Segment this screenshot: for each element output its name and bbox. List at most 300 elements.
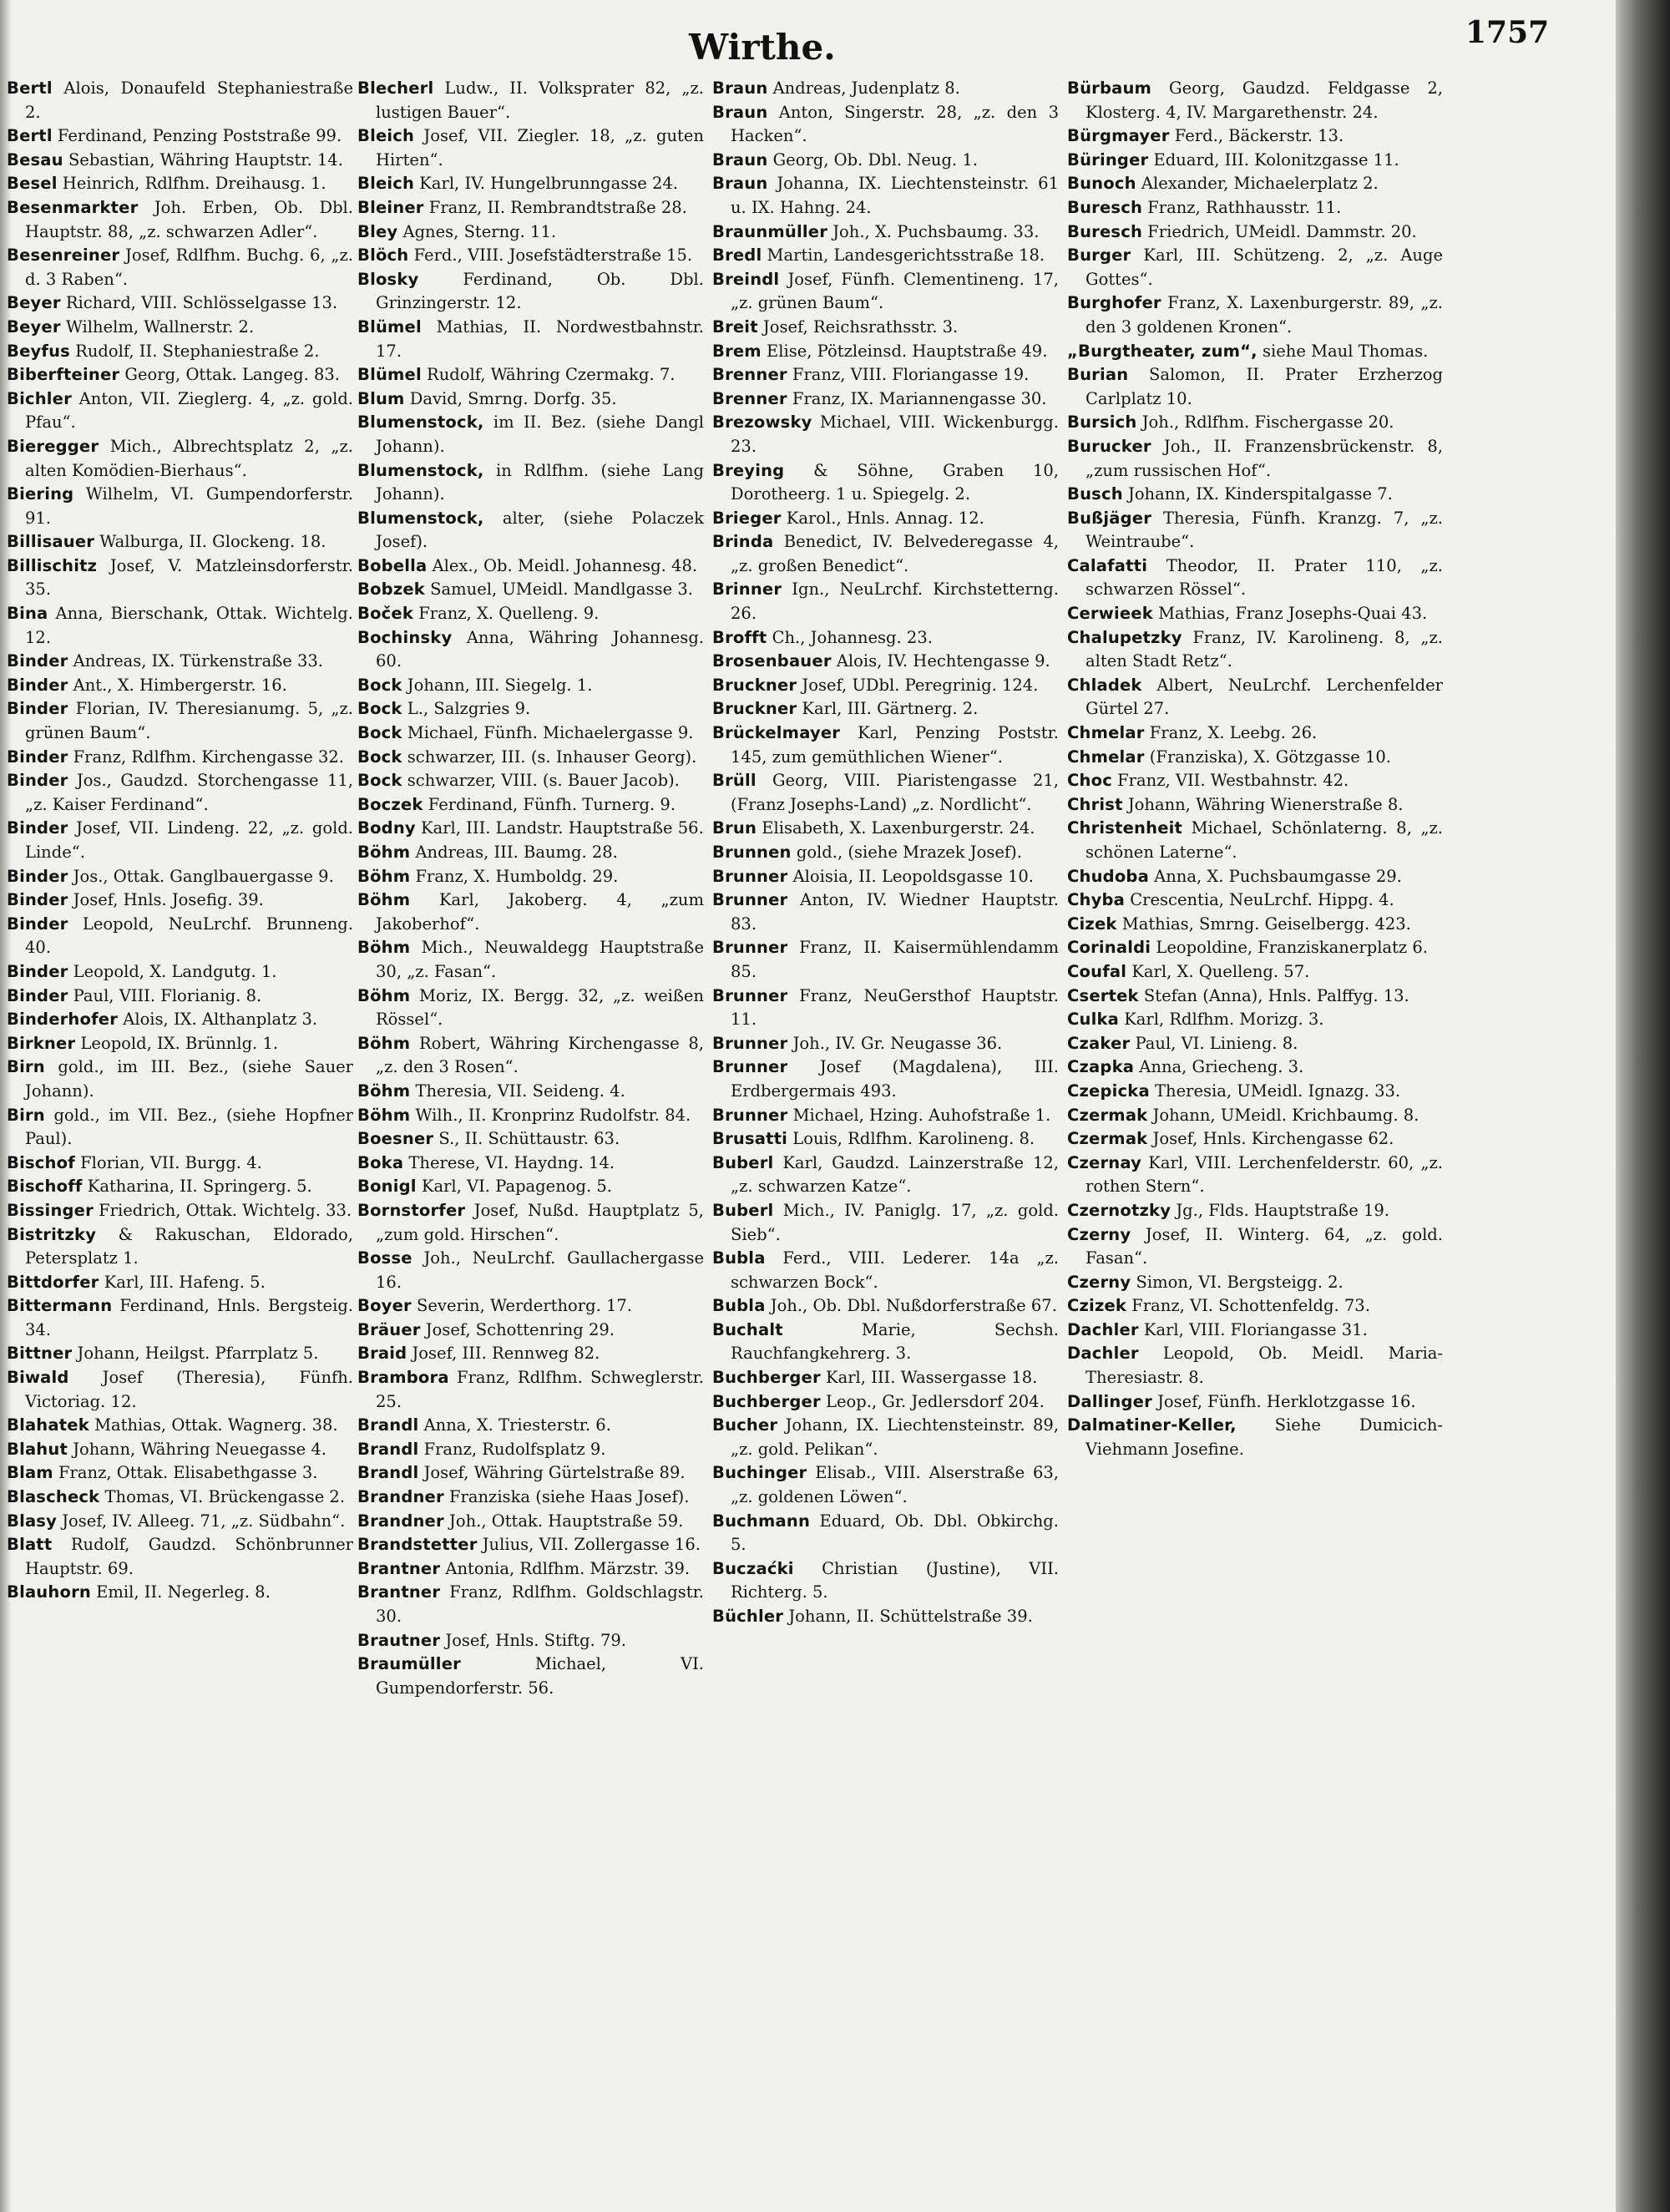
- directory-entry: [712, 411, 1059, 458]
- directory-entry: [357, 936, 704, 984]
- entry-name: Buresch: [1067, 197, 1143, 217]
- directory-entry: [7, 1366, 353, 1414]
- entry-name: Blümel: [357, 316, 422, 337]
- entry-details: Anton, Singerstr. 28, „z. den 3 Hacken“.: [731, 102, 1059, 146]
- entry-name: Buchberger: [712, 1391, 821, 1411]
- entry-name: Burger: [1067, 245, 1131, 266]
- entry-details: Mathias, Smrng. Geiselbergg. 423.: [1116, 914, 1411, 934]
- directory-entry: [1067, 149, 1443, 173]
- entry-name: Bonigl: [357, 1177, 417, 1197]
- entry-name: Bina: [7, 604, 48, 624]
- entry-name: Breit: [712, 316, 758, 337]
- directory-entry: [712, 1055, 1059, 1103]
- entry-details: Rudolf, II. Stephaniestraße 2.: [69, 341, 320, 361]
- entry-details: Robert, Währing Kirchengasse 8, „z. den 3 Rosen“.: [376, 1033, 704, 1077]
- entry-name: Bock: [357, 771, 402, 791]
- entry-details: Michael, VIII. Wickenburgg. 23.: [731, 413, 1059, 456]
- directory-entry: [1067, 1390, 1443, 1415]
- directory-entry: [7, 1486, 353, 1510]
- entry-name: Bräuer: [357, 1319, 421, 1339]
- entry-details: Franz, IX. Mariannengasse 30.: [787, 388, 1047, 408]
- entry-details: Eduard, Ob. Dbl. Obkirchg. 5.: [731, 1511, 1059, 1555]
- entry-name: Böhm: [357, 843, 411, 862]
- directory-entry: [712, 1199, 1059, 1247]
- directory-entry: [712, 387, 1059, 412]
- entry-name: Czaker: [1067, 1033, 1131, 1053]
- entry-name: Biering: [7, 484, 74, 504]
- entry-details: Ferdinand, Hnls. Bergsteig. 34.: [25, 1296, 353, 1339]
- directory-entry: [712, 1414, 1059, 1461]
- entry-name: Corinaldi: [1067, 938, 1151, 958]
- directory-entry: [7, 1438, 353, 1462]
- entry-name: Bertl: [7, 78, 53, 98]
- entry-name: Czermak: [1067, 1105, 1148, 1125]
- column-1: [7, 77, 353, 2198]
- entry-details: Antonia, Rdlfhm. Märzstr. 39.: [440, 1558, 691, 1578]
- entry-details: Johanna, IX. Liechtensteinstr. 61 u. IX. Hahng. 24.: [731, 174, 1059, 217]
- entry-name: Binder: [7, 890, 68, 910]
- entry-details: Karl, VI. Papagenog. 5.: [416, 1177, 612, 1197]
- directory-entry: [7, 1461, 353, 1486]
- entry-details: Michael, Schönlaterng. 8, „z. schönen Laterne“.: [1086, 818, 1443, 862]
- entry-name: Chudoba: [1067, 866, 1149, 886]
- directory-entry: [712, 268, 1059, 316]
- directory-entry: [1067, 960, 1443, 985]
- entry-name: Christ: [1067, 794, 1123, 814]
- directory-entry: [7, 1223, 353, 1271]
- entry-name: Binderhofer: [7, 1010, 119, 1030]
- column-3: [712, 77, 1059, 2198]
- entry-name: Czapka: [1067, 1057, 1135, 1077]
- entry-name: Buchmann: [712, 1511, 811, 1531]
- entry-details: Florian, VII. Burgg. 4.: [74, 1152, 262, 1172]
- entry-name: Birkner: [7, 1033, 76, 1053]
- entry-name: Büringer: [1067, 149, 1149, 170]
- entry-name: Binder: [7, 747, 68, 767]
- directory-entry: [712, 316, 1059, 340]
- directory-entry: [357, 459, 704, 507]
- entry-name: Bubla: [712, 1296, 766, 1316]
- directory-entry: [1067, 411, 1443, 435]
- page-header: [0, 15, 1616, 82]
- directory-entry: [712, 459, 1059, 507]
- entry-name: Büchler: [712, 1607, 784, 1626]
- entry-details: Jg., Flds. Hauptstraße 19.: [1171, 1200, 1389, 1220]
- entry-name: Chladek: [1067, 675, 1142, 695]
- column-4: [1067, 77, 1443, 2198]
- directory-entry: [712, 1390, 1059, 1415]
- directory-entry: [712, 340, 1059, 364]
- directory-columns: [7, 77, 1610, 2198]
- entry-name: Braumüller: [357, 1654, 461, 1674]
- entry-name: Coufal: [1067, 961, 1127, 981]
- entry-details: Severin, Werderthorg. 17.: [411, 1296, 633, 1316]
- entry-details: Johann, Heilgst. Pfarrplatz 5.: [72, 1344, 319, 1364]
- directory-entry: [712, 1461, 1059, 1509]
- entry-name: Brenner: [712, 365, 787, 385]
- entry-name: Blecherl: [357, 78, 434, 98]
- directory-entry: [357, 507, 704, 554]
- entry-details: Franz, X. Humboldg. 29.: [410, 866, 619, 886]
- directory-entry: [357, 1461, 704, 1486]
- entry-details: Walburga, II. Glockeng. 18.: [94, 532, 326, 552]
- entry-name: Blam: [7, 1463, 53, 1483]
- entry-name: Binder: [7, 675, 68, 695]
- entry-name: Binder: [7, 866, 68, 886]
- entry-details: Rudolf, Gaudzd. Schönbrunner Hauptstr. 69.: [25, 1535, 353, 1578]
- entry-name: Christenheit: [1067, 818, 1183, 838]
- directory-entry: [7, 697, 353, 745]
- directory-entry: [357, 196, 704, 220]
- entry-details: Jos., Ottak. Ganglbauergasse 9.: [68, 866, 334, 886]
- entry-details: Karl, VIII. Floriangasse 31.: [1138, 1319, 1368, 1339]
- entry-details: Thomas, VI. Brückengasse 2.: [99, 1487, 346, 1507]
- entry-name: Böhm: [357, 866, 411, 886]
- entry-name: Brenner: [712, 388, 787, 408]
- entry-name: Bobella: [357, 555, 428, 575]
- directory-entry: [357, 1247, 704, 1294]
- directory-entry: [357, 1414, 704, 1438]
- page-number: 1757: [1465, 15, 1550, 50]
- entry-name: Besenmarkter: [7, 197, 139, 217]
- directory-entry: [712, 769, 1059, 817]
- entry-name: Bosse: [357, 1248, 412, 1268]
- entry-details: Georg, VIII. Piaristengasse 21, (Franz Josephs-Land) „z. Nordlicht“.: [731, 771, 1059, 814]
- entry-name: „Burgtheater, zum“,: [1067, 341, 1258, 361]
- entry-name: Buberl: [712, 1200, 774, 1220]
- directory-entry: [1067, 1127, 1443, 1152]
- directory-entry: [712, 626, 1059, 650]
- entry-details: Moriz, IX. Bergg. 32, „z. weißen Rössel“.: [376, 985, 704, 1030]
- directory-entry: [357, 746, 704, 770]
- entry-details: Therese, VI. Haydng. 14.: [403, 1152, 615, 1172]
- entry-name: Bichler: [7, 388, 72, 408]
- entry-details: Anna, Bierschank, Ottak. Wichtelg. 12.: [25, 604, 353, 647]
- directory-entry: [1067, 1294, 1443, 1319]
- entry-details: L., Salzgries 9.: [402, 699, 531, 719]
- directory-entry: [7, 865, 353, 889]
- entry-name: Billischitz: [7, 555, 98, 575]
- entry-name: Czernay: [1067, 1152, 1142, 1172]
- directory-entry: [357, 1629, 704, 1653]
- entry-name: Blahatek: [7, 1415, 89, 1435]
- entry-name: Bruckner: [712, 675, 797, 695]
- directory-entry: [357, 268, 704, 316]
- entry-name: Bornstorfer: [357, 1200, 466, 1220]
- entry-details: in Rdlfhm. (siehe Lang Johann).: [376, 460, 704, 504]
- directory-entry: [1067, 507, 1443, 554]
- directory-entry: [7, 1199, 353, 1223]
- entry-name: Brunner: [712, 866, 788, 886]
- entry-name: Bock: [357, 747, 402, 767]
- directory-entry: [357, 1032, 704, 1080]
- directory-entry: [1067, 721, 1443, 746]
- directory-entry: [1067, 817, 1443, 864]
- entry-details: Karl, III. Schützeng. 2, „z. Auge Gottes“.: [1086, 245, 1443, 289]
- directory-entry: [712, 1366, 1059, 1390]
- entry-name: Brandner: [357, 1487, 444, 1507]
- entry-details: Samuel, UMeidl. Mandlgasse 3.: [424, 580, 694, 600]
- entry-details: Wilhelm, VI. Gumpendorferstr. 91.: [25, 484, 353, 528]
- entry-details: Josef, Währing Gürtelstraße 89.: [418, 1463, 686, 1483]
- entry-name: Buresch: [1067, 221, 1143, 241]
- entry-name: Besenreiner: [7, 245, 120, 266]
- entry-details: Franz, Rdlfhm. Kirchengasse 32.: [68, 747, 344, 767]
- entry-details: Alex., Ob. Meidl. Johannesg. 48.: [427, 555, 698, 575]
- directory-entry: [7, 888, 353, 913]
- entry-details: Ferdinand, Fünfh. Turnerg. 9.: [423, 794, 676, 814]
- entry-name: Beyer: [7, 293, 61, 313]
- entry-name: Boček: [357, 604, 414, 624]
- entry-name: Breindl: [712, 269, 780, 289]
- entry-name: Bock: [357, 699, 402, 719]
- directory-entry: [357, 674, 704, 698]
- entry-details: Florian, IV. Theresianumg. 5, „z. grünen Baum“.: [25, 699, 353, 743]
- entry-name: Bucher: [712, 1415, 778, 1435]
- directory-entry: [7, 1414, 353, 1438]
- entry-name: Bissinger: [7, 1200, 94, 1220]
- entry-details: Anna, Griecheng. 3.: [1134, 1057, 1304, 1077]
- entry-details: Karl, III. Hafeng. 5.: [99, 1272, 266, 1292]
- entry-details: Josef, IV. Alleeg. 71, „z. Südbahn“.: [57, 1511, 346, 1531]
- entry-details: Karl, VIII. Lerchenfelderstr. 60, „z. rothen Stern“.: [1086, 1152, 1443, 1197]
- directory-entry: [712, 817, 1059, 841]
- entry-name: Czerny: [1067, 1224, 1131, 1244]
- entry-details: Crescentia, NeuLrchf. Hippg. 4.: [1125, 890, 1394, 910]
- entry-details: Joh., IV. Gr. Neugasse 36.: [787, 1033, 1003, 1053]
- entry-name: Burian: [1067, 365, 1129, 385]
- entry-details: schwarzer, III. (s. Inhauser Georg).: [402, 747, 697, 767]
- entry-details: Franz, NeuGersthof Hauptstr. 11.: [731, 985, 1059, 1030]
- entry-details: Mathias, II. Nordwestbahnstr. 17.: [376, 316, 704, 361]
- entry-details: Franz, VI. Schottenfeldg. 73.: [1126, 1296, 1370, 1316]
- entry-details: Joh., II. Franzensbrückenstr. 8, „zum russischen Hof“.: [1086, 436, 1443, 480]
- entry-name: Bischoff: [7, 1177, 83, 1197]
- entry-name: Braun: [712, 102, 768, 122]
- entry-name: Binder: [7, 651, 68, 671]
- entry-name: Bischof: [7, 1152, 75, 1172]
- entry-details: Josef, Fünfh. Herklotzgasse 16.: [1151, 1391, 1416, 1411]
- entry-details: Karl, III. Landstr. Hauptstraße 56.: [415, 818, 704, 838]
- entry-name: Bieregger: [7, 436, 99, 456]
- entry-details: Siehe Dumicich-Viehmann Josefine.: [1086, 1415, 1443, 1459]
- entry-details: Franz, Rathhausstr. 11.: [1142, 197, 1342, 217]
- entry-details: Alexander, Michaelerplatz 2.: [1136, 174, 1379, 194]
- entry-name: Buberl: [712, 1152, 774, 1172]
- entry-name: Braid: [357, 1344, 407, 1364]
- entry-details: Wilh., II. Kronprinz Rudolfstr. 84.: [410, 1105, 691, 1125]
- directory-entry: [357, 1510, 704, 1534]
- directory-entry: [357, 1294, 704, 1319]
- directory-entry: [712, 578, 1059, 625]
- directory-entry: [712, 1104, 1059, 1128]
- directory-entry: [1067, 196, 1443, 220]
- directory-entry: [7, 291, 353, 316]
- directory-entry: [1067, 1319, 1443, 1343]
- directory-entry: [1067, 865, 1443, 889]
- entry-details: Aloisia, II. Leopoldsgasse 10.: [787, 866, 1034, 886]
- directory-entry: [712, 1605, 1059, 1629]
- directory-entry: [357, 817, 704, 841]
- entry-details: & Söhne, Graben 10, Dorotheerg. 1 u. Spiegelg. 2.: [731, 460, 1059, 504]
- directory-entry: [357, 1366, 704, 1414]
- entry-name: Binder: [7, 818, 68, 838]
- directory-entry: [1067, 244, 1443, 291]
- entry-name: Blahut: [7, 1439, 68, 1459]
- directory-entry: [357, 602, 704, 626]
- entry-details: Friedrich, UMeidl. Dammstr. 20.: [1142, 221, 1417, 241]
- entry-details: Franz, Rudolfsplatz 9.: [418, 1439, 606, 1459]
- entry-name: Boyer: [357, 1296, 412, 1316]
- entry-details: Karl, III. Gärtnerg. 2.: [797, 699, 979, 719]
- entry-details: Franz, X. Quelleng. 9.: [413, 604, 600, 624]
- entry-details: Joh., X. Puchsbaumg. 33.: [827, 221, 1040, 241]
- entry-name: Bodny: [357, 818, 416, 838]
- entry-name: Burghofer: [1067, 293, 1161, 313]
- entry-details: S., II. Schüttaustr. 63.: [433, 1129, 620, 1149]
- entry-details: Ferd., VIII. Josefstädterstraße 15.: [408, 245, 693, 266]
- entry-name: Bley: [357, 221, 398, 241]
- column-2: [357, 77, 704, 2198]
- directory-entry: [712, 507, 1059, 531]
- directory-entry: [357, 1104, 704, 1128]
- entry-name: Braunmüller: [712, 221, 828, 241]
- directory-entry: [1067, 554, 1443, 602]
- entry-name: Brun: [712, 818, 757, 838]
- directory-entry: [1067, 1223, 1443, 1271]
- entry-details: Franz, Rdlfhm. Goldschlagstr. 30.: [376, 1582, 704, 1626]
- entry-details: gold., im VII. Bez., (siehe Hopfner Paul).: [25, 1105, 353, 1149]
- directory-entry: [712, 1294, 1059, 1319]
- entry-details: gold., im III. Bez., (siehe Sauer Johann).: [25, 1057, 353, 1101]
- entry-name: Blum: [357, 388, 405, 408]
- directory-entry: [357, 1127, 704, 1152]
- directory-entry: [357, 244, 704, 268]
- directory-entry: [1067, 1342, 1443, 1389]
- entry-details: Ludw., II. Volksprater 82, „z. lustigen Bauer“.: [376, 78, 704, 122]
- entry-details: Mich., IV. Paniglg. 17, „z. gold. Sieb“.: [731, 1200, 1059, 1244]
- entry-details: Leop., Gr. Jedlersdorf 204.: [820, 1391, 1045, 1411]
- entry-name: Blümel: [357, 365, 422, 385]
- directory-entry: [712, 220, 1059, 245]
- directory-entry: [712, 1247, 1059, 1294]
- entry-details: Michael, VI. Gumpendorferstr. 56.: [376, 1654, 704, 1698]
- directory-entry: [7, 554, 353, 602]
- directory-entry: [357, 578, 704, 602]
- entry-details: Ferdinand, Penzing Poststraße 99.: [52, 126, 342, 146]
- directory-entry: [7, 435, 353, 483]
- entry-details: Jos., Gaudzd. Storchengasse 11, „z. Kaiser Ferdinand“.: [25, 771, 353, 814]
- entry-name: Blascheck: [7, 1487, 100, 1507]
- entry-details: Josef, Nußd. Hauptplatz 5, „zum gold. Hirschen“.: [376, 1200, 704, 1244]
- entry-details: Karl, Gaudzd. Lainzerstraße 12, „z. schwarzen Katze“.: [731, 1152, 1059, 1197]
- entry-name: Brandl: [357, 1415, 419, 1435]
- entry-details: Georg, Ob. Dbl. Neug. 1.: [767, 149, 978, 170]
- entry-name: Busch: [1067, 484, 1123, 504]
- directory-entry: [357, 626, 704, 674]
- entry-name: Choc: [1067, 771, 1112, 791]
- entry-details: Karl, X. Quelleng. 57.: [1126, 961, 1310, 981]
- entry-details: Josef, V. Matzleinsdorferstr. 35.: [25, 555, 353, 600]
- entry-name: Böhm: [357, 1033, 411, 1053]
- entry-details: Josef, II. Winterg. 64, „z. gold. Fasan“.: [1086, 1224, 1443, 1268]
- directory-entry: [357, 721, 704, 746]
- entry-name: Breying: [712, 460, 785, 480]
- directory-entry: [7, 1581, 353, 1605]
- entry-details: Friedrich, Ottak. Wichtelg. 33.: [93, 1200, 352, 1220]
- entry-name: Brandl: [357, 1439, 419, 1459]
- entry-details: Anna, X. Triesterstr. 6.: [418, 1415, 611, 1435]
- directory-entry: [7, 483, 353, 530]
- entry-details: Anna, Währing Johannesg. 60.: [376, 627, 704, 671]
- entry-name: Biwald: [7, 1368, 69, 1388]
- entry-details: Franz, VII. Westbahnstr. 42.: [1111, 771, 1349, 791]
- directory-entry: [357, 411, 704, 458]
- entry-details: Heinrich, Rdlfhm. Dreihausg. 1.: [57, 174, 326, 194]
- directory-entry: [357, 387, 704, 412]
- entry-name: Bursich: [1067, 413, 1137, 433]
- directory-entry: [712, 1127, 1059, 1152]
- directory-entry: [1067, 1055, 1443, 1080]
- entry-name: Bleiner: [357, 197, 424, 217]
- directory-entry: [712, 363, 1059, 387]
- page-title: Wirthe.: [689, 27, 836, 68]
- directory-entry: [7, 1008, 353, 1032]
- entry-name: Cerwieek: [1067, 604, 1153, 624]
- directory-entry: [1067, 1414, 1443, 1461]
- entry-details: Josef (Theresia), Fünfh. Victoriag. 12.: [25, 1368, 353, 1411]
- entry-name: Dallinger: [1067, 1391, 1152, 1411]
- directory-entry: [7, 1104, 353, 1152]
- entry-details: Josef, III. Rennweg 82.: [407, 1344, 600, 1364]
- directory-entry: [357, 865, 704, 889]
- entry-details: Johann, Währing Wienerstraße 8.: [1122, 794, 1404, 814]
- directory-entry: [357, 1342, 704, 1366]
- entry-name: Buchinger: [712, 1463, 807, 1483]
- entry-details: Michael, Fünfh. Michaelergasse 9.: [402, 723, 694, 743]
- entry-details: Theresia, UMeidl. Ignazg. 33.: [1149, 1081, 1401, 1101]
- entry-details: Andreas, Judenplatz 8.: [767, 78, 960, 98]
- directory-entry: [357, 888, 704, 936]
- entry-details: Franziska (siehe Haas Josef).: [443, 1487, 690, 1507]
- directory-entry: [7, 769, 353, 817]
- directory-entry: [7, 149, 353, 173]
- directory-entry: [1067, 172, 1443, 196]
- directory-entry: [7, 650, 353, 674]
- directory-entry: [7, 1032, 353, 1056]
- entry-details: Alois, Donaufeld Stephaniestraße 2.: [25, 78, 353, 122]
- entry-details: Ferdinand, Ob. Dbl. Grinzingerstr. 12.: [376, 269, 704, 313]
- directory-entry: [7, 530, 353, 554]
- entry-name: Bochinsky: [357, 627, 453, 647]
- directory-entry: [7, 913, 353, 960]
- entry-details: Theresia, Fünfh. Kranzg. 7, „z. Weintraube“.: [1086, 508, 1443, 552]
- directory-entry: [7, 746, 353, 770]
- entry-details: Johann, UMeidl. Krichbaumg. 8.: [1147, 1105, 1420, 1125]
- directory-entry: [357, 1152, 704, 1176]
- entry-details: David, Smrng. Dorfg. 35.: [404, 388, 617, 408]
- entry-details: Joh. Erben, Ob. Dbl. Hauptstr. 88, „z. schwarzen Adler“.: [25, 197, 353, 241]
- entry-details: Albert, NeuLrchf. Lerchenfelder Gürtel 27.: [1086, 675, 1443, 719]
- entry-details: Josef, Rdlfhm. Buchg. 6, „z. d. 3 Raben“.: [25, 245, 353, 289]
- entry-details: Andreas, IX. Türkenstraße 33.: [68, 651, 324, 671]
- entry-name: Boesner: [357, 1129, 434, 1149]
- entry-details: Ant., X. Himbergerstr. 16.: [68, 675, 287, 695]
- directory-entry: [357, 220, 704, 245]
- entry-name: Besau: [7, 149, 63, 170]
- entry-name: Buczaćki: [712, 1558, 794, 1578]
- entry-details: Anton, IV. Wiedner Hauptstr. 83.: [731, 890, 1059, 934]
